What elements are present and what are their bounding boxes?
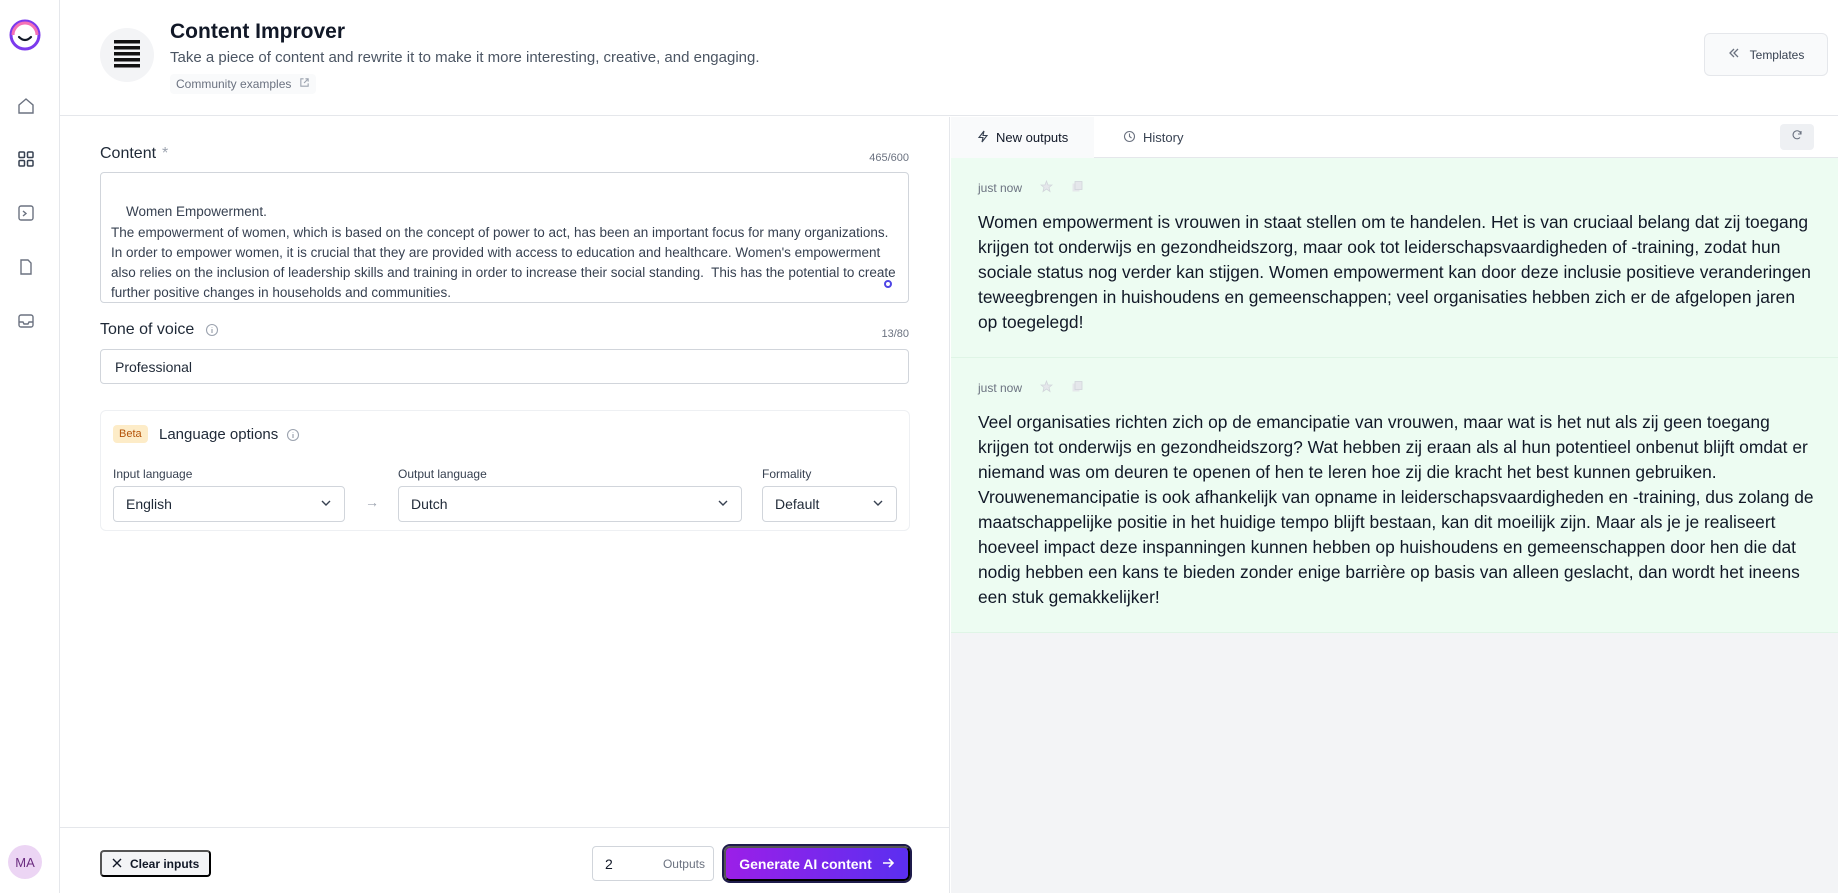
copy-icon[interactable] bbox=[1071, 180, 1084, 196]
templates-label: Templates bbox=[1749, 47, 1805, 62]
double-chevron-left-icon bbox=[1728, 47, 1740, 62]
tone-value: Professional bbox=[115, 358, 193, 375]
output-card bbox=[951, 358, 1838, 633]
chevron-down-icon bbox=[717, 496, 729, 512]
arrow-right-icon: → bbox=[365, 494, 379, 510]
arrow-right-icon bbox=[882, 856, 895, 872]
output-language-select[interactable] bbox=[398, 486, 742, 522]
formality-value: Default bbox=[775, 496, 820, 512]
left-rail bbox=[0, 0, 60, 893]
lightning-icon bbox=[977, 130, 989, 146]
tab-new-outputs-label: New outputs bbox=[996, 130, 1069, 145]
content-char-counter: 465/600 bbox=[869, 152, 909, 164]
close-icon bbox=[112, 857, 122, 871]
output-language-label: Output language bbox=[398, 467, 487, 481]
app-logo-icon[interactable] bbox=[8, 18, 42, 52]
document-icon[interactable] bbox=[15, 256, 37, 278]
output-timestamp: just now bbox=[978, 181, 1023, 195]
home-icon[interactable] bbox=[15, 95, 37, 117]
star-icon[interactable] bbox=[1040, 180, 1053, 196]
chevron-down-icon bbox=[872, 496, 884, 512]
language-options-panel bbox=[100, 410, 910, 531]
terminal-icon[interactable] bbox=[15, 202, 37, 224]
output-panel bbox=[951, 117, 1838, 893]
community-examples-link[interactable] bbox=[170, 74, 316, 94]
star-icon[interactable] bbox=[1040, 380, 1053, 396]
outputs-count-label: Outputs bbox=[662, 856, 705, 871]
input-language-label: Input language bbox=[113, 467, 193, 481]
output-tabs bbox=[951, 117, 1838, 158]
input-language-select[interactable] bbox=[113, 486, 345, 522]
page-header bbox=[60, 0, 1838, 116]
tone-of-voice-input[interactable] bbox=[100, 349, 909, 384]
page-title: Content Improver bbox=[170, 20, 346, 43]
output-timestamp: just now bbox=[978, 381, 1023, 395]
output-text: Women empowerment is vrouwen in staat stellen om te handelen. Het is van cruciaal belang dat zij toegang krijgen tot onderwijs en gezondheidszorg, maar ook tot leiderschapsvaardigheden of -training, zodat hun sociale status nog verder kan stijgen. Women empowerment kan door deze inclusie positieve veranderingen teweegbrengen in huishoudens en gemeenschappen; veel organisaties hebben zich er de afgelopen jaren op toegelegd! bbox=[978, 212, 1811, 332]
output-meta bbox=[978, 380, 1084, 396]
beta-badge: Beta bbox=[113, 425, 148, 443]
generate-label: Generate AI content bbox=[739, 855, 872, 872]
outputs-count-value: 2 bbox=[605, 855, 613, 872]
formality-select[interactable] bbox=[762, 486, 897, 522]
resize-handle-icon[interactable] bbox=[884, 280, 892, 288]
clock-icon bbox=[1123, 130, 1136, 146]
templates-button[interactable] bbox=[1704, 33, 1828, 76]
external-link-icon bbox=[299, 77, 310, 91]
clear-inputs-button[interactable] bbox=[100, 850, 211, 877]
refresh-icon bbox=[1791, 128, 1803, 146]
output-text: Veel organisaties richten zich op de emancipatie van vrouwen, maar wat is het nut als zij geen toegang krijgen tot onderwijs en gezondheidszorg? Wat hebben zij eraan als al hun potentieel onbenut blijft omdat er niemand was om deuren te openen of hen te leren hoe zij die kracht het best kunnen gebruiken. Vrouwenemancipatie is ook afhankelijk van opname in leiderschapsvaardigheden en -training, dus zolang de maatschappelijke positie in het huidige tempo blijft bestaan, kan dit moeilijk zijn. Maar als je je realiseert hoeveel impact deze inspanningen kunnen hebben op huishoudens en gemeenschappen door hen die dat nodig hebben een kans te bieden zonder enige barrière op basis van alleen geslacht, dan wordt het ineens een stuk gemakkelijker! bbox=[978, 412, 1814, 607]
clear-inputs-label: Clear inputs bbox=[130, 856, 200, 871]
inbox-icon[interactable] bbox=[15, 310, 37, 332]
form-footer bbox=[60, 827, 949, 893]
output-meta bbox=[978, 180, 1084, 196]
tone-label: Tone of voice bbox=[100, 321, 195, 338]
copy-icon[interactable] bbox=[1071, 380, 1084, 396]
user-avatar[interactable]: MA bbox=[8, 845, 42, 879]
generate-ai-content-button[interactable] bbox=[724, 846, 910, 881]
info-icon[interactable] bbox=[205, 323, 219, 342]
info-icon[interactable] bbox=[286, 428, 300, 447]
refresh-button[interactable] bbox=[1780, 124, 1814, 150]
content-textarea[interactable] bbox=[100, 172, 909, 303]
output-card bbox=[951, 158, 1838, 358]
content-text: Women Empowerment. The empowerment of women, which is based on the concept of power to act, has been an important focus for many organizations. In order to empower women, it is crucial that they are provided with access to education and healthcare. Women's empowerment also relies on the inclusion of leadership skills and training in order to increase their social standing. This has the potential to create further positive changes in households and communities. bbox=[111, 204, 896, 301]
language-options-title: Language options bbox=[159, 426, 279, 443]
tab-history-label: History bbox=[1143, 130, 1184, 145]
community-examples-label: Community examples bbox=[176, 77, 292, 91]
output-language-value: Dutch bbox=[411, 496, 448, 512]
input-form bbox=[60, 117, 950, 893]
tone-char-counter: 13/80 bbox=[881, 328, 909, 340]
page-subtitle: Take a piece of content and rewrite it to make it more interesting, creative, and engaging. bbox=[170, 49, 760, 66]
chevron-down-icon bbox=[320, 496, 332, 512]
outputs-count-input[interactable] bbox=[592, 846, 714, 881]
input-language-value: English bbox=[126, 496, 172, 512]
tab-new-outputs[interactable] bbox=[951, 117, 1094, 158]
tool-list-icon bbox=[100, 28, 154, 82]
tab-history[interactable] bbox=[1097, 117, 1209, 158]
apps-grid-icon[interactable] bbox=[15, 148, 37, 170]
content-label: Content * bbox=[100, 145, 169, 162]
formality-label: Formality bbox=[762, 467, 812, 481]
